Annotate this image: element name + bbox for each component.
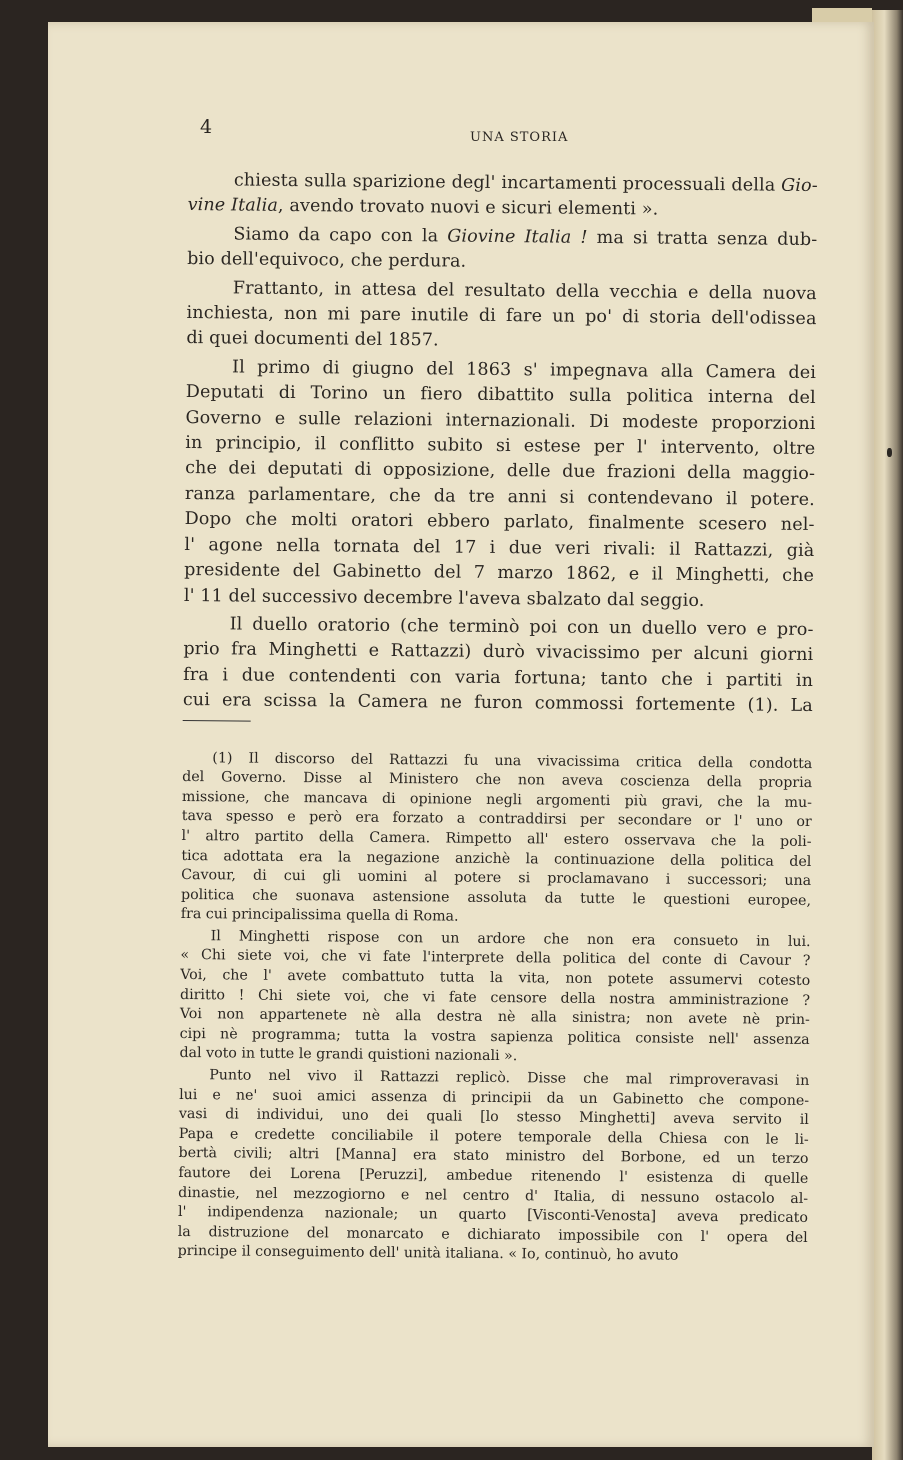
- paragraph: [187, 222, 817, 279]
- text-segment: « Chi siete voi, che vi fate l'interprete della politica del conte di Cavour ?: [180, 947, 811, 970]
- text-segment: , avendo trovato nuovi e sicuri elementi ».: [277, 196, 659, 220]
- text-segment: presidente del Gabinetto del 7 marzo 1862, e il Minghetti, che: [184, 560, 815, 587]
- text-segment: fra i due contendenti con varia fortuna; tanto che i partiti in: [183, 664, 814, 691]
- text-segment: (1) Il discorso del Rattazzi fu una vivacissima critica della condotta: [212, 749, 813, 772]
- text-segment: l' agone nella tornata del 17 i due veri rivali: il Rattazzi, già: [184, 534, 815, 561]
- text-segment: che dei deputati di opposizione, delle due frazioni della maggio-: [185, 458, 816, 485]
- text-segment: fautore dei Lorena [Peruzzi], ambedue ritenendo l' esistenza di quelle: [178, 1164, 809, 1188]
- italic-text: Giovine Italia !: [447, 226, 588, 248]
- text-segment: bio dell'equivoco, che perdura.: [187, 249, 467, 272]
- italic-text: Gio-: [781, 175, 818, 197]
- text-segment: diritto ! Chi siete voi, che vi fate censore della nostra amministrazione ?: [179, 986, 811, 1009]
- text-line: [183, 688, 813, 719]
- text-segment: cui era scissa la Camera ne furon commossi fortemente (1). La: [182, 690, 813, 717]
- footnote-text: [177, 749, 812, 1268]
- footnote-paragraph: [181, 749, 813, 931]
- text-segment: dinastie, nel mezzogiorno e nel centro d' Italia, di nessuno ostacolo al-: [178, 1184, 809, 1207]
- text-segment: ma si tratta senza dub-: [587, 227, 818, 250]
- text-segment: l' indipendenza nazionale; un quarto [Visconti-Venosta] aveva predicato: [177, 1204, 809, 1227]
- text-segment: Il duello oratorio (che terminò poi con un duello vero e pro-: [229, 614, 814, 640]
- text-segment: la distruzione del monarcato e dichiarato impossibile con l' opera del: [177, 1223, 808, 1246]
- ink-mark: [887, 448, 892, 457]
- text-segment: prio fra Minghetti e Rattazzi) durò vivacissimo per alcuni giorni: [183, 639, 814, 666]
- paragraph: [184, 355, 816, 615]
- footnote-rule: [183, 720, 251, 722]
- text-segment: missione, che mancava di opinione negli argomenti più gravi, che la mu-: [181, 788, 813, 811]
- running-head: UNA STORIA: [470, 130, 569, 145]
- book-edge: [872, 10, 903, 1460]
- text-segment: ranza parlamentare, che da tre anni si contendevano il potere.: [184, 483, 815, 510]
- text-segment: politica che suonava astensione assoluta da tutte le questioni europee,: [180, 886, 812, 909]
- page-text: [177, 168, 817, 1270]
- text-segment: Il primo di giugno del 1863 s' impegnava alla Camera dei: [231, 357, 817, 383]
- main-text: [183, 168, 818, 720]
- text-segment: cipi nè programma; tutta la vostra sapienza politica consiste nell' assenza: [179, 1025, 810, 1048]
- text-segment: Governo e sulle relazioni internazionali. Di modeste proporzioni: [185, 407, 816, 434]
- text-segment: fra cui principalissima quella di Roma.: [180, 906, 459, 925]
- text-segment: Frattanto, in attesa del resultato della vecchia e della nuova: [232, 278, 817, 304]
- text-segment: in principio, il conflitto subito si estese per l' intervento, oltre: [185, 433, 816, 460]
- text-segment: tava spesso e però era forzato a contraddirsi per secondare or l' uno or: [181, 808, 812, 831]
- text-segment: bertà civili; altri [Manna] era stato ministro del Borbone, ed un terzo: [178, 1145, 809, 1168]
- text-segment: lui e ne' suoi amici assenza di principii da un Gabinetto che compone-: [179, 1086, 810, 1109]
- text-segment: principe il conseguimento dell' unità italiana. « Io, continuò, ho avuto: [177, 1243, 679, 1265]
- italic-text: vine Italia: [187, 195, 279, 217]
- text-segment: l' altro partito della Camera. Rimpetto all' estero osservava che la poli-: [181, 827, 812, 850]
- text-segment: Siamo da capo con la: [233, 224, 448, 247]
- text-segment: Papa e credette conciliabile il potere temporale della Chiesa con le li-: [178, 1125, 809, 1148]
- text-segment: Dopo che molti oratori ebbero parlato, finalmente scesero nel-: [184, 509, 815, 536]
- paragraph: [183, 612, 814, 720]
- text-segment: del Governo. Disse al Ministero che non aveva coscienza della propria: [182, 769, 813, 792]
- text-segment: dal voto in tutte le grandi quistioni nazionali ».: [179, 1045, 518, 1065]
- page-number: 4: [200, 116, 213, 138]
- footnote-paragraph: [179, 927, 810, 1070]
- text-segment: Deputati di Torino un fiero dibattito sulla politica interna del: [185, 382, 816, 409]
- paragraph: [188, 168, 818, 225]
- text-segment: vasi di individui, uno dei quali [lo stesso Minghetti] aveva servito il: [178, 1106, 809, 1129]
- text-segment: Il Minghetti rispose con un ardore che non era consueto in lui.: [210, 928, 811, 950]
- text-segment: l' 11 del successivo decembre l'aveva sbalzato dal seggio.: [183, 585, 705, 611]
- text-segment: chiesta sulla sparizione degl' incartamenti processuali della: [233, 170, 782, 196]
- text-segment: Cavour, di cui gli uomini al potere si proclamavano i successori; una: [181, 867, 812, 890]
- paragraph: [186, 276, 817, 358]
- text-segment: Voi, che l' avete combattuto tutta la vita, non potete assumervi cotesto: [180, 967, 811, 990]
- footnote-paragraph: [177, 1066, 809, 1268]
- text-segment: Voi non appartenete nè alla destra nè alla sinistra; non avete nè prin-: [179, 1006, 810, 1029]
- text-segment: tica adottata era la negazione anzichè la continuazione della politica del: [181, 847, 812, 870]
- text-segment: di quei documenti del 1857.: [186, 328, 439, 351]
- text-segment: Punto nel vivo il Rattazzi replicò. Disse che mal rimproveravasi in: [209, 1067, 810, 1090]
- text-segment: inchiesta, non mi pare inutile di fare un po' di storia dell'odissea: [186, 303, 817, 330]
